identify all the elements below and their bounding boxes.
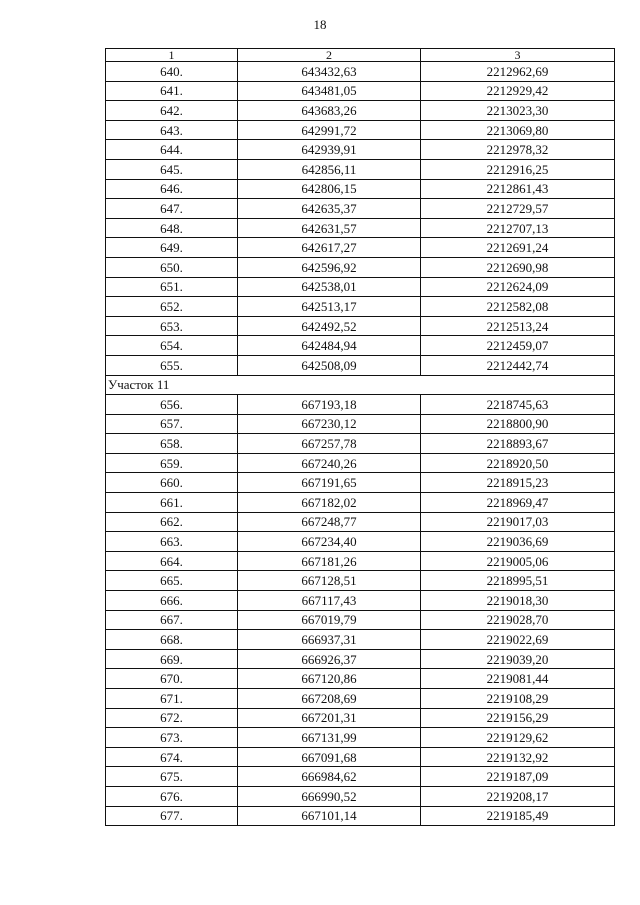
x-coordinate-cell: 642508,09 [238,355,421,375]
y-coordinate-cell: 2213023,30 [421,101,615,121]
page-number: 18 [313,17,327,32]
point-number-cell: 647. [106,199,238,219]
y-coordinate-cell: 2219017,03 [421,512,615,532]
x-coordinate-cell: 642631,57 [238,218,421,238]
point-number-cell: 676. [106,786,238,806]
y-coordinate-cell: 2219185,49 [421,806,615,826]
x-coordinate-cell: 642939,91 [238,140,421,160]
table-row [106,767,615,787]
table-row [106,571,615,591]
coordinates-table [105,48,615,826]
table-row [106,786,615,806]
x-coordinate-cell: 667193,18 [238,395,421,415]
point-number-cell: 648. [106,218,238,238]
table-row [106,473,615,493]
x-coordinate-cell: 666984,62 [238,767,421,787]
table-row [106,336,615,356]
table-row [106,179,615,199]
table-row [106,453,615,473]
x-coordinate-cell: 643481,05 [238,81,421,101]
table-row [106,532,615,552]
table-row [106,630,615,650]
point-number-cell: 674. [106,747,238,767]
y-coordinate-cell: 2219036,69 [421,532,615,552]
point-number-cell: 666. [106,591,238,611]
y-coordinate-cell: 2219039,20 [421,649,615,669]
point-number-cell: 654. [106,336,238,356]
y-coordinate-cell: 2219081,44 [421,669,615,689]
x-coordinate-cell: 667131,99 [238,728,421,748]
point-number-cell: 644. [106,140,238,160]
x-coordinate-cell: 667234,40 [238,532,421,552]
x-coordinate-cell: 667117,43 [238,591,421,611]
point-number-cell: 663. [106,532,238,552]
y-coordinate-cell: 2212691,24 [421,238,615,258]
table-row [106,101,615,121]
y-coordinate-cell: 2218920,50 [421,453,615,473]
point-number-cell: 649. [106,238,238,258]
table-row [106,649,615,669]
table-row [106,512,615,532]
point-number-cell: 665. [106,571,238,591]
header-row [106,49,615,62]
header-cell-2: 2 [238,49,421,62]
point-number-cell: 642. [106,101,238,121]
table-row [106,728,615,748]
x-coordinate-cell: 667101,14 [238,806,421,826]
y-coordinate-cell: 2212513,24 [421,316,615,336]
table-row [106,218,615,238]
table-row [106,199,615,219]
y-coordinate-cell: 2212729,57 [421,199,615,219]
point-number-cell: 657. [106,414,238,434]
table-row [106,806,615,826]
table-row [106,140,615,160]
y-coordinate-cell: 2219018,30 [421,591,615,611]
section-title: Участок 11 [106,375,615,395]
x-coordinate-cell: 643683,26 [238,101,421,121]
y-coordinate-cell: 2218915,23 [421,473,615,493]
x-coordinate-cell: 667248,77 [238,512,421,532]
y-coordinate-cell: 2219208,17 [421,786,615,806]
point-number-cell: 653. [106,316,238,336]
point-number-cell: 671. [106,689,238,709]
point-number-cell: 662. [106,512,238,532]
x-coordinate-cell: 642991,72 [238,120,421,140]
table-row [106,81,615,101]
x-coordinate-cell: 642538,01 [238,277,421,297]
x-coordinate-cell: 667208,69 [238,689,421,709]
x-coordinate-cell: 642484,94 [238,336,421,356]
y-coordinate-cell: 2219028,70 [421,610,615,630]
point-number-cell: 661. [106,493,238,513]
table-row [106,669,615,689]
y-coordinate-cell: 2212459,07 [421,336,615,356]
table-row [106,316,615,336]
point-number-cell: 667. [106,610,238,630]
y-coordinate-cell: 2213069,80 [421,120,615,140]
point-number-cell: 659. [106,453,238,473]
y-coordinate-cell: 2219108,29 [421,689,615,709]
y-coordinate-cell: 2219156,29 [421,708,615,728]
y-coordinate-cell: 2212962,69 [421,62,615,82]
x-coordinate-cell: 666990,52 [238,786,421,806]
table-row [106,434,615,454]
table-body [106,62,615,826]
x-coordinate-cell: 667019,79 [238,610,421,630]
header-cell-1: 1 [106,49,238,62]
y-coordinate-cell: 2218893,67 [421,434,615,454]
x-coordinate-cell: 666926,37 [238,649,421,669]
table-row [106,238,615,258]
table-row [106,747,615,767]
y-coordinate-cell: 2212624,09 [421,277,615,297]
point-number-cell: 670. [106,669,238,689]
y-coordinate-cell: 2219005,06 [421,551,615,571]
table-row [106,591,615,611]
table-row [106,395,615,415]
point-number-cell: 641. [106,81,238,101]
x-coordinate-cell: 642513,17 [238,297,421,317]
x-coordinate-cell: 642635,37 [238,199,421,219]
x-coordinate-cell: 666937,31 [238,630,421,650]
point-number-cell: 650. [106,257,238,277]
y-coordinate-cell: 2218800,90 [421,414,615,434]
x-coordinate-cell: 642492,52 [238,316,421,336]
x-coordinate-cell: 643432,63 [238,62,421,82]
y-coordinate-cell: 2212690,98 [421,257,615,277]
x-coordinate-cell: 667182,02 [238,493,421,513]
x-coordinate-cell: 642856,11 [238,159,421,179]
point-number-cell: 672. [106,708,238,728]
point-number-cell: 677. [106,806,238,826]
y-coordinate-cell: 2212929,42 [421,81,615,101]
x-coordinate-cell: 642596,92 [238,257,421,277]
table-row [106,297,615,317]
x-coordinate-cell: 667128,51 [238,571,421,591]
point-number-cell: 664. [106,551,238,571]
table-row [106,120,615,140]
point-number-cell: 669. [106,649,238,669]
table-row [106,610,615,630]
table-row [106,414,615,434]
x-coordinate-cell: 667181,26 [238,551,421,571]
header-cell-3: 3 [421,49,615,62]
x-coordinate-cell: 667091,68 [238,747,421,767]
table-row [106,551,615,571]
x-coordinate-cell: 667191,65 [238,473,421,493]
x-coordinate-cell: 667120,86 [238,669,421,689]
y-coordinate-cell: 2218995,51 [421,571,615,591]
y-coordinate-cell: 2212442,74 [421,355,615,375]
table-row [106,257,615,277]
y-coordinate-cell: 2219022,69 [421,630,615,650]
point-number-cell: 656. [106,395,238,415]
point-number-cell: 646. [106,179,238,199]
y-coordinate-cell: 2212916,25 [421,159,615,179]
table-row [106,277,615,297]
x-coordinate-cell: 642806,15 [238,179,421,199]
y-coordinate-cell: 2219187,09 [421,767,615,787]
table-row [106,159,615,179]
point-number-cell: 655. [106,355,238,375]
point-number-cell: 668. [106,630,238,650]
point-number-cell: 643. [106,120,238,140]
point-number-cell: 660. [106,473,238,493]
point-number-cell: 645. [106,159,238,179]
table-row [106,355,615,375]
y-coordinate-cell: 2212861,43 [421,179,615,199]
point-number-cell: 640. [106,62,238,82]
x-coordinate-cell: 667201,31 [238,708,421,728]
point-number-cell: 652. [106,297,238,317]
table-header [106,49,615,62]
y-coordinate-cell: 2212707,13 [421,218,615,238]
x-coordinate-cell: 667257,78 [238,434,421,454]
point-number-cell: 673. [106,728,238,748]
point-number-cell: 675. [106,767,238,787]
section-row [106,375,615,395]
x-coordinate-cell: 667230,12 [238,414,421,434]
table-row [106,689,615,709]
y-coordinate-cell: 2212582,08 [421,297,615,317]
table-row [106,708,615,728]
x-coordinate-cell: 642617,27 [238,238,421,258]
table-row [106,493,615,513]
y-coordinate-cell: 2219132,92 [421,747,615,767]
x-coordinate-cell: 667240,26 [238,453,421,473]
y-coordinate-cell: 2219129,62 [421,728,615,748]
table-row [106,62,615,82]
point-number-cell: 658. [106,434,238,454]
y-coordinate-cell: 2218745,63 [421,395,615,415]
point-number-cell: 651. [106,277,238,297]
y-coordinate-cell: 2212978,32 [421,140,615,160]
y-coordinate-cell: 2218969,47 [421,493,615,513]
